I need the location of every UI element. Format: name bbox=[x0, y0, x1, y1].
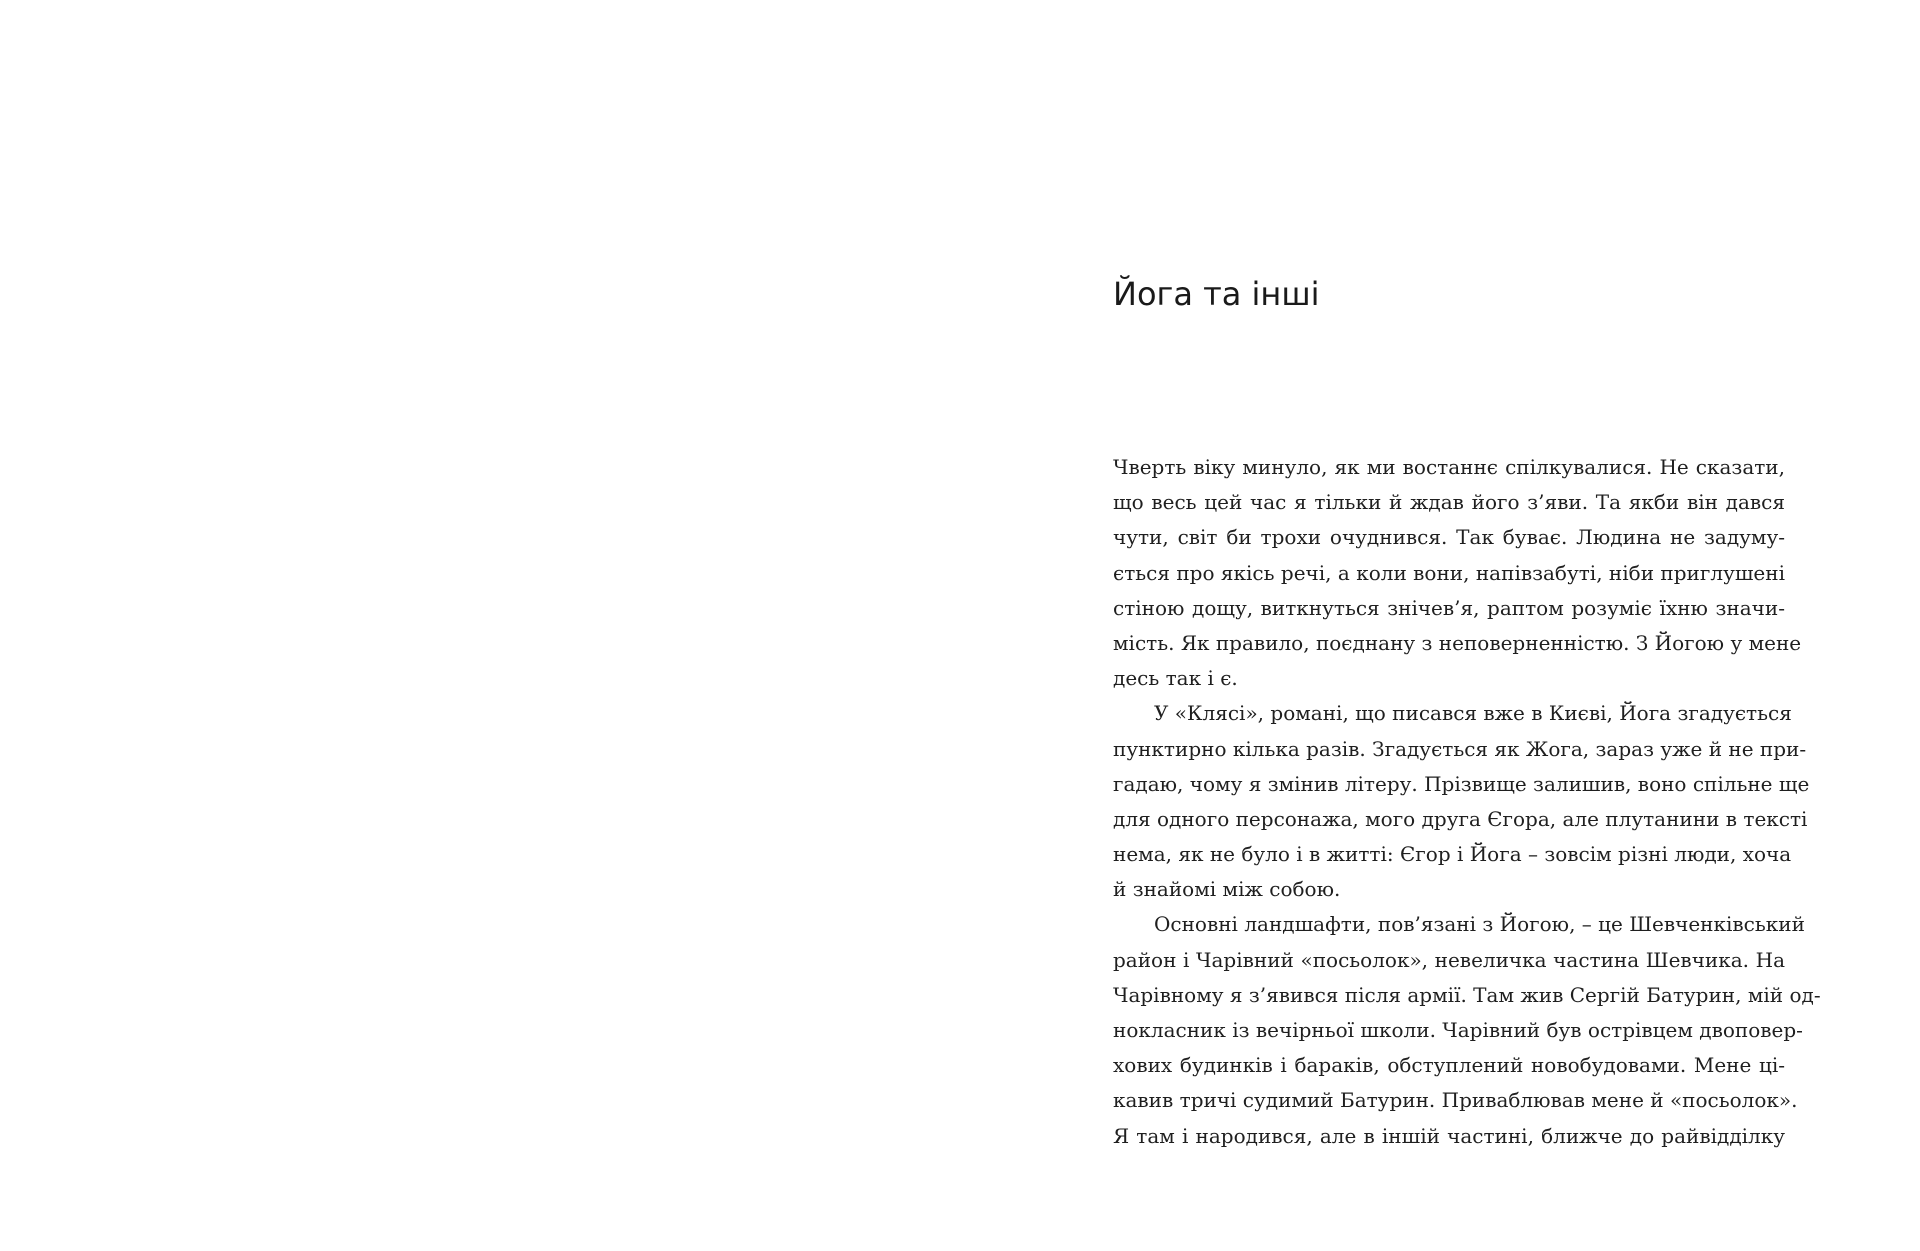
text-line: ється про якісь речі, а коли вони, напівзабуті, ніби приглушені bbox=[1113, 560, 1785, 585]
body-text bbox=[1113, 450, 1821, 1154]
text-line: Чарівному я з’явився після армії. Там жив Сергій Батурин, мій од- bbox=[1113, 982, 1821, 1007]
text-line: кавив тричі судимий Батурин. Приваблював мене й «посьолок». bbox=[1113, 1088, 1798, 1113]
text-line: чути, світ би трохи очуднився. Так буває. Людина не задуму- bbox=[1113, 525, 1785, 550]
text-line: для одного персонажа, мого друга Єгора, але плутанини в тексті bbox=[1113, 806, 1808, 831]
paragraph bbox=[1113, 696, 1810, 907]
text-line: Я там і народився, але в іншій частині, ближче до райвідділку bbox=[1113, 1123, 1785, 1148]
text-line: стіною дощу, виткнуться знічев’я, раптом розуміє їхню значи- bbox=[1113, 595, 1785, 620]
text-line: гадаю, чому я змінив літеру. Прізвище залишив, воно спільне ще bbox=[1113, 771, 1810, 796]
paragraph bbox=[1113, 450, 1802, 696]
text-line: Основні ландшафти, пов’язані з Йогою, – це Шевченківський bbox=[1154, 912, 1805, 937]
text-line: мість. Як правило, поєднану з неповерненністю. З Йогою у мене bbox=[1113, 630, 1802, 655]
text-line: У «Клясі», романі, що писався вже в Києві, Йога згадується bbox=[1154, 701, 1792, 726]
text-line: нокласник із вечірньої школи. Чарівний був острівцем двоповер- bbox=[1113, 1018, 1803, 1042]
paragraph bbox=[1113, 907, 1821, 1153]
text-line: район і Чарівний «посьолок», невеличка частина Шевчика. На bbox=[1113, 947, 1785, 972]
chapter-title: Йога та інші bbox=[1113, 275, 1320, 313]
text-line: й знайомі між собою. bbox=[1113, 877, 1341, 902]
text-line: нема, як не було і в житті: Єгор і Йога – зовсім різні люди, хоча bbox=[1113, 842, 1792, 867]
text-line: десь так і є. bbox=[1113, 666, 1238, 691]
text-line: Чверть віку минуло, як ми востаннє спілкувалися. Не сказати, bbox=[1113, 455, 1785, 479]
text-line: хових будинків і бараків, обступлений новобудовами. Мене ці- bbox=[1113, 1053, 1785, 1078]
text-line: пунктирно кілька разів. Згадується як Жога, зараз уже й не при- bbox=[1113, 736, 1807, 761]
right-page bbox=[960, 0, 1920, 1251]
text-line: що весь цей час я тільки й ждав його з’яви. Та якби він дався bbox=[1113, 490, 1785, 515]
